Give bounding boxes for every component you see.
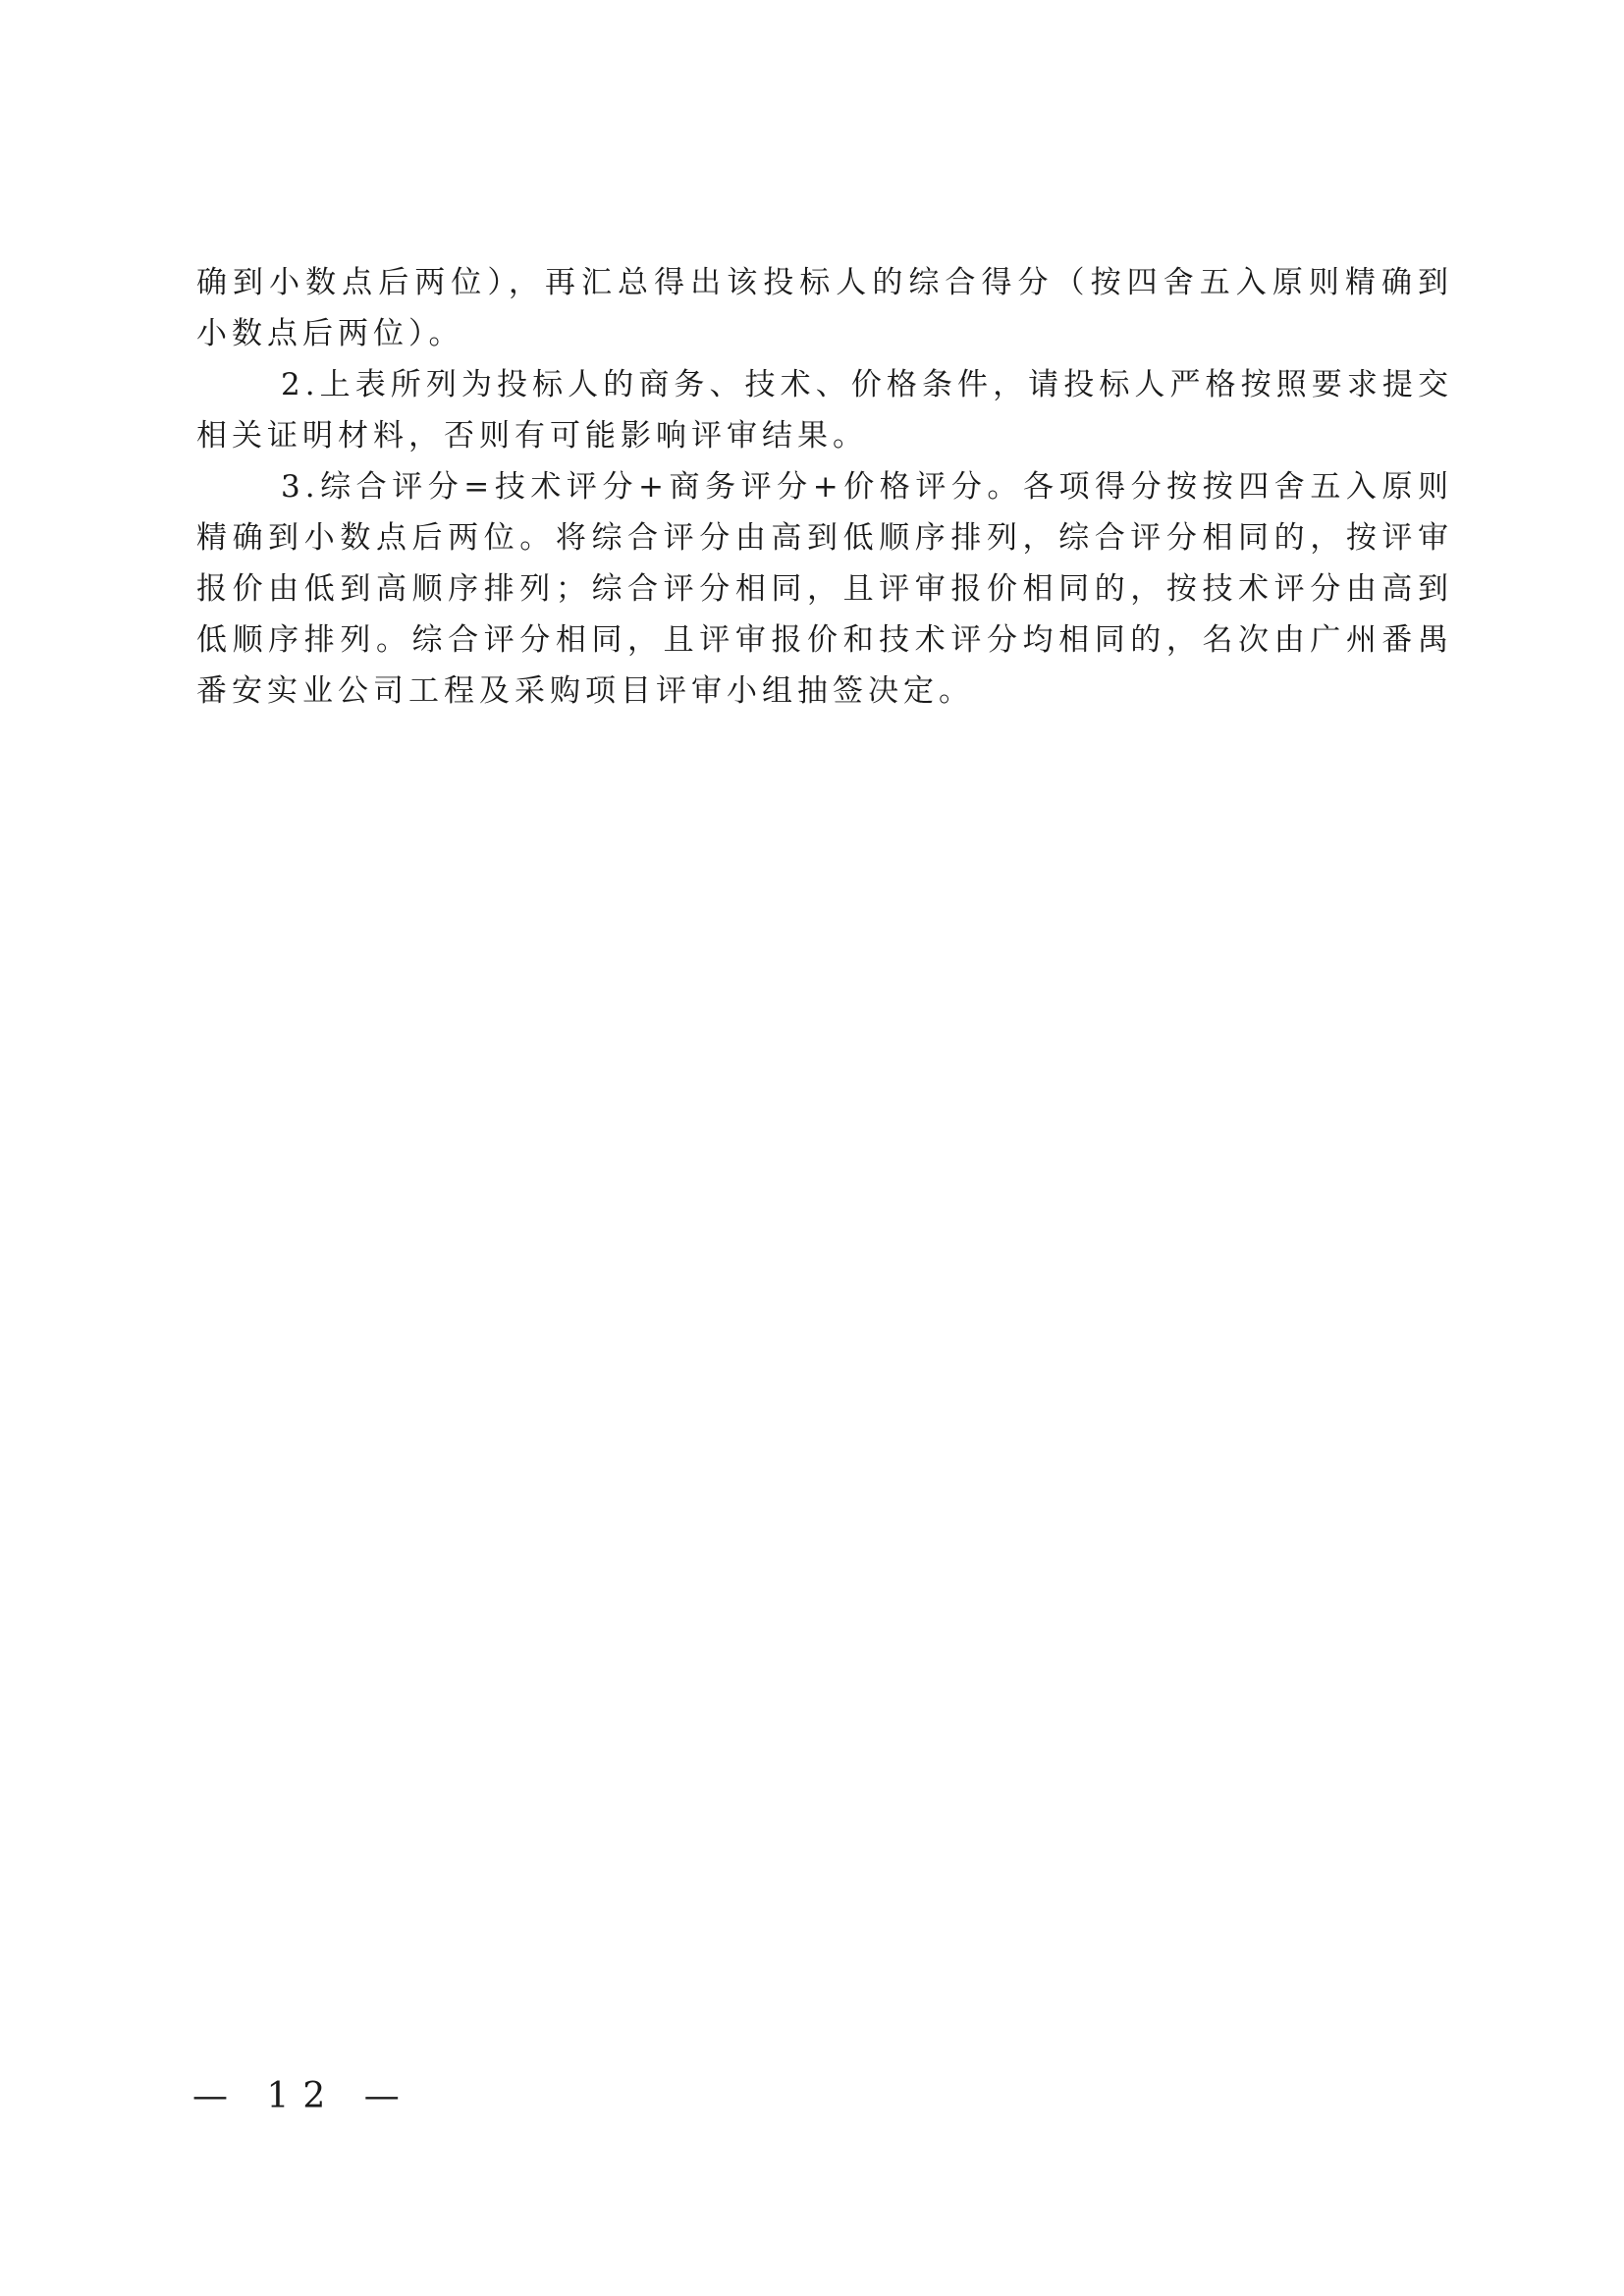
paragraph-continuation: 确到小数点后两位），再汇总得出该投标人的综合得分（按四舍五入原则精确到小数点后两位）。 bbox=[196, 265, 1453, 351]
paragraph-item-2: 2.上表所列为投标人的商务、技术、价格条件，请投标人严格按照要求提交相关证明材料，否则有可能影响评审结果。 bbox=[196, 367, 1453, 454]
page-number: — 12 — bbox=[192, 2076, 413, 2116]
paragraph-item-3: 3.综合评分=技术评分+商务评分+价格评分。各项得分按按四舍五入原则精确到小数点后两位。将综合评分由高到低顺序排列，综合评分相同的，按评审报价由低到高顺序排列；综合评分相同，且评审报价相同的，按技术评分由高到低顺序排列。综合评分相同，且评审报价和技术评分均相同的，名次由广州番禺番安实业公司工程及采购项目评审小组抽签决定。 bbox=[196, 469, 1453, 709]
document-body bbox=[196, 257, 1453, 717]
